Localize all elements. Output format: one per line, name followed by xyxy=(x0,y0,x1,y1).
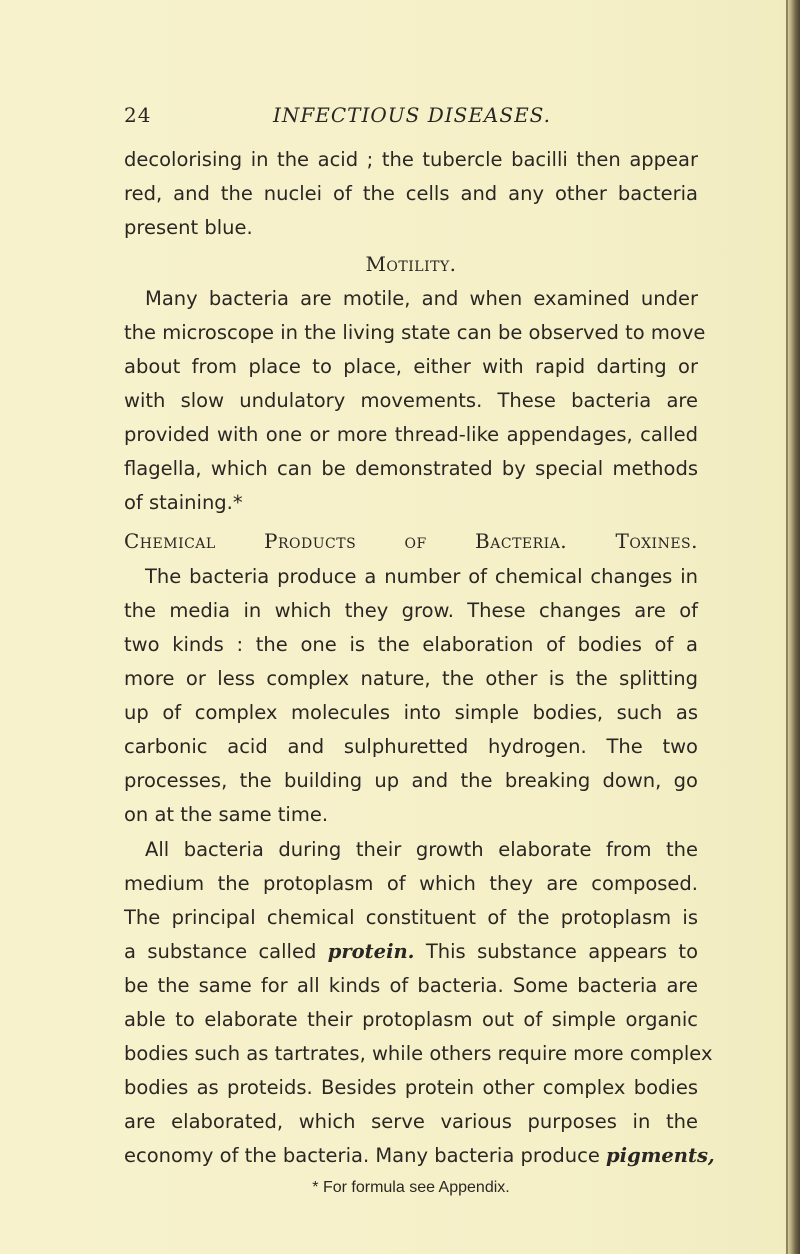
text-line: Many bacteria are motile, and when examined under xyxy=(145,287,698,310)
text-line: bodies such as tartrates, while others require more complex xyxy=(124,1042,713,1065)
text-line: decolorising in the acid ; the tubercle bacilli then appear xyxy=(124,148,698,171)
italic-term-protein: protein. xyxy=(327,940,415,963)
text-line: red, and the nuclei of the cells and any other bacteria xyxy=(124,182,698,205)
running-title: INFECTIOUS DISEASES. xyxy=(272,103,552,127)
text-span: economy of the bacteria. Many bacteria produce xyxy=(124,1144,607,1167)
text-line: about from place to place, either with rapid darting or xyxy=(124,355,698,378)
text-line: are elaborated, which serve various purposes in the xyxy=(124,1110,698,1133)
text-line: bodies as proteids. Besides protein other complex bodies xyxy=(124,1076,698,1099)
text-line: All bacteria during their growth elaborate from the xyxy=(145,838,698,861)
section-heading-chemical-products: Chemical Products of Bacteria. Toxines. xyxy=(124,529,698,553)
text-line: two kinds : the one is the elaboration of bodies of a xyxy=(124,633,698,656)
text-line: medium the protoplasm of which they are composed. xyxy=(124,872,698,895)
text-line xyxy=(124,1142,715,1170)
section-heading-motility: Motility. xyxy=(365,252,457,276)
page-header xyxy=(0,103,800,133)
text-span: a substance called xyxy=(124,940,328,963)
text-span: This substance appears to xyxy=(414,940,699,963)
text-line: present blue. xyxy=(124,216,253,239)
footnote: * For formula see Appendix. xyxy=(312,1179,510,1196)
text-line: flagella, which can be demonstrated by special methods xyxy=(124,457,698,480)
text-line: The bacteria produce a number of chemical changes in xyxy=(145,565,698,588)
text-line: with slow undulatory movements. These bacteria are xyxy=(124,389,698,412)
text-line: processes, the building up and the breaking down, go xyxy=(124,769,698,792)
text-line: up of complex molecules into simple bodies, such as xyxy=(124,701,698,724)
text-line: able to elaborate their protoplasm out of simple organic xyxy=(124,1008,698,1031)
text-line: the microscope in the living state can be observed to move xyxy=(124,321,706,344)
text-line: The principal chemical constituent of the protoplasm is xyxy=(124,906,698,929)
text-line: provided with one or more thread-like appendages, called xyxy=(124,423,698,446)
page-number: 24 xyxy=(124,103,152,127)
text-line: on at the same time. xyxy=(124,803,329,826)
italic-term-pigments: pigments, xyxy=(606,1144,715,1167)
text-line: of staining.* xyxy=(124,491,243,514)
text-line: be the same for all kinds of bacteria. Some bacteria are xyxy=(124,974,698,997)
text-line: more or less complex nature, the other is the splitting xyxy=(124,667,698,690)
text-line xyxy=(124,938,698,966)
text-line: carbonic acid and sulphuretted hydrogen. The two xyxy=(124,735,698,758)
text-line: the media in which they grow. These changes are of xyxy=(124,599,698,622)
